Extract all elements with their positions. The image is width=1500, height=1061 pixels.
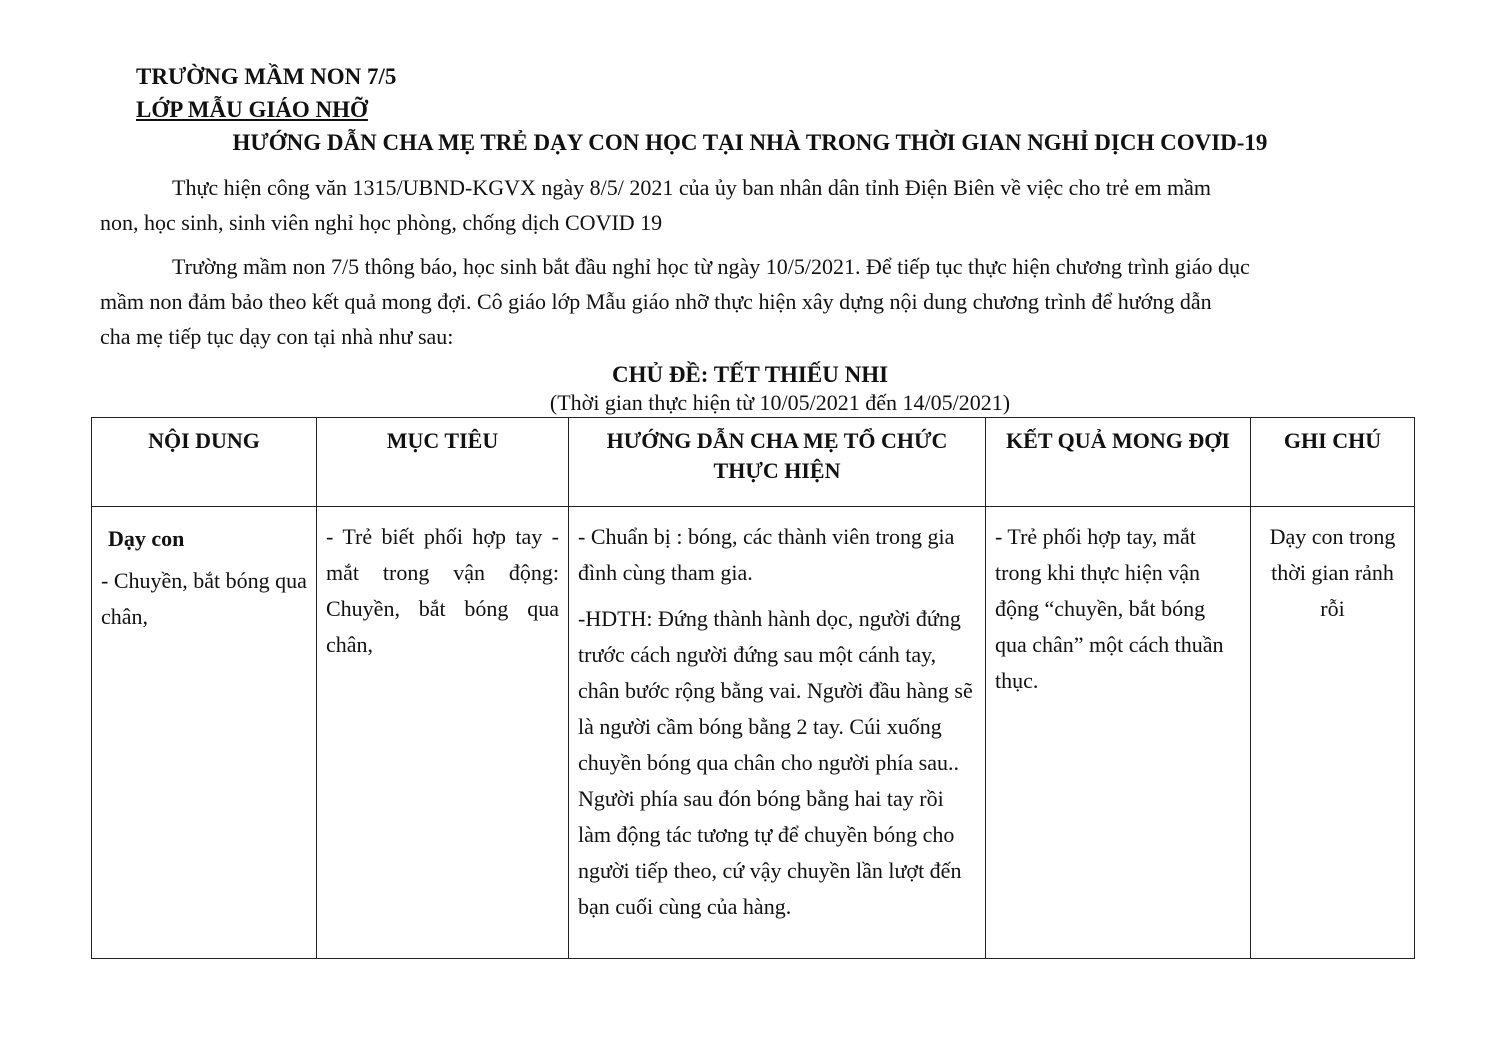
school-name: TRƯỜNG MẦM NON 7/5 [136, 64, 397, 89]
theme-title: CHỦ ĐỀ: TẾT THIẾU NHI [611, 362, 889, 387]
huong-dan-steps: -HDTH: Đứng thành hành dọc, người đứng trước cách người đứng sau một cánh tay, chân bước rộng bằng vai. Người đầu hàng sẽ là người cầm bóng bằng 2 tay. Cúi xuống chuyền bóng qua chân cho người phía sau.. Người phía sau đón bóng bằng hai tay rồi làm động tác tương tự để chuyền bóng cho người tiếp theo, cứ vậy chuyền lần lượt đến bạn cuối cùng của hàng. [578, 606, 973, 919]
intro-paragraph-2-line: cha mẹ tiếp tục dạy con tại nhà như sau: [100, 324, 454, 349]
cell-ghi-chu [1251, 507, 1415, 959]
intro-paragraph-1-line: non, học sinh, sinh viên nghỉ học phòng, chống dịch COVID 19 [100, 210, 663, 235]
theme-period: (Thời gian thực hiện từ 10/05/2021 đến 14/05/2021) [549, 390, 1011, 415]
document-title: HƯỚNG DẪN CHA MẸ TRẺ DẠY CON HỌC TẠI NHÀ TRONG THỜI GIAN NGHỈ DỊCH COVID-19 [232, 130, 1268, 155]
header-muc-tieu: MỤC TIÊU [317, 418, 569, 507]
header-ghi-chu: GHI CHÚ [1251, 418, 1415, 507]
muc-tieu-text: - Trẻ biết phối hợp tay - mắt trong vận động: Chuyền, bắt bóng qua chân, [326, 524, 559, 657]
header-ket-qua: KẾT QUẢ MONG ĐỢI [986, 418, 1251, 507]
class-name: LỚP MẪU GIÁO NHỠ [136, 97, 368, 122]
noi-dung-text: - Chuyền, bắt bóng qua chân, [101, 568, 307, 629]
cell-ket-qua [986, 507, 1251, 959]
table-row [92, 507, 1415, 959]
intro-paragraph-2-line: mầm non đảm bảo theo kết quả mong đợi. Cô giáo lớp Mẫu giáo nhỡ thực hiện xây dựng nội dung chương trình để hướng dẫn [100, 289, 1212, 314]
intro-paragraph-2-line: Trường mầm non 7/5 thông báo, học sinh bắt đầu nghỉ học từ ngày 10/5/2021. Để tiếp tục thực hiện chương trình giáo dục [172, 254, 1250, 279]
header-huong-dan: HƯỚNG DẪN CHA MẸ TỔ CHỨC THỰC HIỆN [569, 418, 986, 507]
ghi-chu-text: Dạy con trong thời gian rảnh rỗi [1269, 524, 1396, 621]
huong-dan-prep: - Chuẩn bị : bóng, các thành viên trong gia đình cùng tham gia. [578, 524, 955, 585]
header-noi-dung: NỘI DUNG [92, 418, 317, 507]
ket-qua-text: - Trẻ phối hợp tay, mắt trong khi thực hiện vận động “chuyền, bắt bóng qua chân” một cách thuần thục. [995, 524, 1224, 693]
intro-paragraph-1-line: Thực hiện công văn 1315/UBND-KGVX ngày 8/5/ 2021 của ủy ban nhân dân tỉnh Điện Biên về việc cho trẻ em mầm [172, 175, 1211, 200]
table-header-row [92, 418, 1415, 507]
noi-dung-title: Dạy con [108, 526, 185, 551]
lesson-plan-table [91, 417, 1415, 959]
intro-paragraph-2 [100, 249, 1400, 354]
cell-muc-tieu [317, 507, 569, 959]
cell-huong-dan [569, 507, 986, 959]
intro-paragraph-1 [100, 170, 1400, 240]
cell-noi-dung [92, 507, 317, 959]
